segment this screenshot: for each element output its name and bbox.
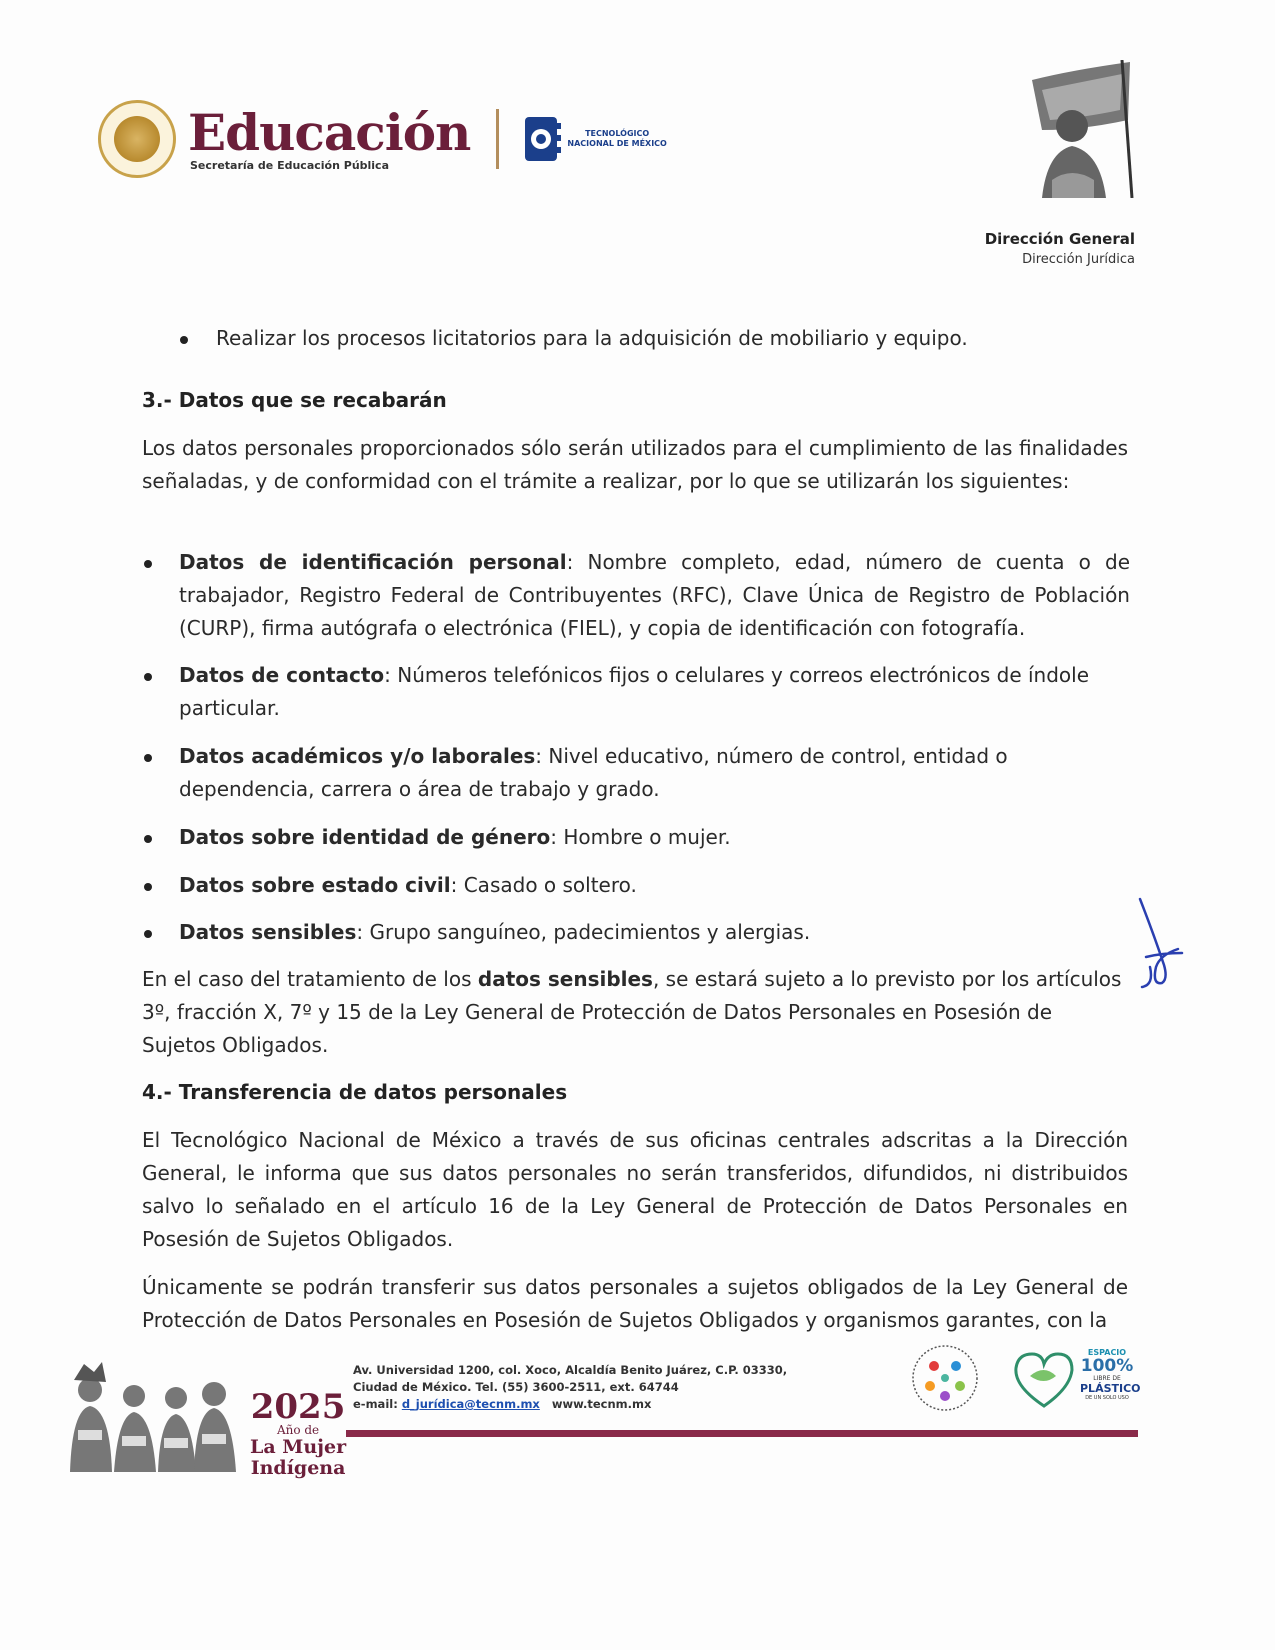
item-text: : Grupo sanguíneo, padecimientos y alergias.: [356, 920, 811, 944]
indigenous-women-illustration: [64, 1360, 242, 1472]
intro-bullet-text: Realizar los procesos licitatorios para la adquisición de mobiliario y equipo.: [216, 326, 968, 350]
item-label: Datos académicos y/o laborales: [179, 744, 536, 768]
list-item: [144, 740, 1024, 806]
badge-line4: PLÁSTICO: [1080, 1382, 1141, 1395]
bullet-icon: [144, 883, 152, 891]
badge-line3: LIBRE DE: [1093, 1375, 1121, 1382]
item-label: Datos sobre identidad de género: [179, 825, 551, 849]
email-link[interactable]: d_jurídica@tecnm.mx: [401, 1397, 540, 1411]
woman-with-flag-illustration: [1002, 60, 1138, 198]
address-line1: Av. Universidad 1200, col. Xoco, Alcaldía Benito Juárez, C.P. 03330,: [353, 1363, 788, 1377]
item-text: : Casado o soltero.: [450, 873, 637, 897]
badge-line5: DE UN SOLO USO: [1085, 1395, 1129, 1401]
sensitive-data-paragraph: [142, 963, 1130, 1062]
year-number: 2025: [250, 1387, 346, 1427]
education-title: Educación: [188, 102, 471, 162]
item-label: Datos de identificación personal: [179, 550, 567, 574]
item-text: : Nivel educativo, número de control, entidad o dependencia, carrera o área de trabajo y grado.: [179, 744, 1008, 801]
section4-heading: 4.- Transferencia de datos personales: [142, 1080, 568, 1104]
footer-bar: [346, 1430, 1138, 1437]
website-link[interactable]: www.tecnm.mx: [551, 1397, 652, 1411]
contact-line: [353, 1396, 787, 1413]
footer-address: [353, 1362, 787, 1413]
item-label: Datos sensibles: [179, 920, 357, 944]
badge-line2: 100%: [1080, 1356, 1134, 1376]
address-line2: Ciudad de México. Tel. (55) 3600-2511, ext. 64744: [353, 1380, 679, 1394]
bullet-icon: [144, 835, 152, 843]
bullet-icon: [144, 930, 152, 938]
section3-heading: 3.- Datos que se recabarán: [142, 388, 447, 412]
section4-paragraph1: El Tecnológico Nacional de México a través de sus oficinas centrales adscritas a la Dirección General, le informa que sus datos personales no serán transferidos, difundidos, ni distribuidos salvo lo señalado en el artículo 16 de la Ley General de Protección de Datos Personales en Posesión de Sujetos Obligados.: [142, 1128, 1128, 1251]
mexico-coat-of-arms-icon: [98, 100, 176, 178]
header-logos: [98, 100, 667, 178]
tecnm-line2: NACIONAL DE MÉXICO: [567, 139, 667, 148]
item-text: : Hombre o mujer.: [550, 825, 731, 849]
list-item: [144, 546, 1130, 645]
bullet-icon: [180, 336, 188, 344]
logo-divider: [496, 109, 499, 169]
section4-paragraph2: Únicamente se podrán transferir sus datos personales a sujetos obligados de la Ley General de Protección de Datos Personales en Posesión de Sujetos Obligados y organismos garantes, con la: [142, 1275, 1128, 1332]
bullet-icon: [144, 754, 152, 762]
direction-main: Dirección General: [984, 230, 1135, 248]
list-item: [180, 322, 1130, 355]
list-item: [144, 659, 1130, 725]
item-label: Datos de contacto: [179, 663, 385, 687]
sensitive-text-bold: datos sensibles: [477, 967, 653, 991]
direction-sub: Dirección Jurídica: [1022, 252, 1135, 267]
year-line2: La Mujer: [250, 1436, 347, 1458]
tecnm-line1: TECNOLÓGICO: [585, 129, 650, 138]
list-item: [144, 916, 1130, 949]
year-badge: [250, 1387, 347, 1479]
tecnm-gear-icon: [523, 113, 563, 165]
year-line1: Año de: [276, 1423, 320, 1437]
email-label: e-mail:: [353, 1397, 402, 1411]
plastic-free-badge: [1010, 1346, 1141, 1412]
item-text: : Números telefónicos fijos o celulares y correos electrónicos de índole particular.: [179, 663, 1090, 720]
direction-block: [985, 230, 1135, 267]
bullet-icon: [144, 673, 152, 681]
item-label: Datos sobre estado civil: [179, 873, 451, 897]
list-item: [144, 821, 1130, 854]
sensitive-text-pre: En el caso del tratamiento de los: [142, 967, 478, 991]
section3-paragraph: Los datos personales proporcionados sólo serán utilizados para el cumplimiento de las finalidades señaladas, y de conformidad con el trámite a realizar, por lo que se utilizarán los siguientes:: [142, 436, 1128, 493]
signature-mark: [1128, 895, 1188, 990]
sep-logo: [188, 102, 471, 172]
sensitive-text-post: , se estará sujeto a lo previsto por los artículos 3º, fracción X, 7º y 15 de la Ley General de Protección de Datos Personales en Posesión de Sujetos Obligados.: [142, 967, 1122, 1057]
labor-equality-seal-icon: [906, 1342, 984, 1414]
tecnm-logo: [523, 113, 666, 165]
list-item: [144, 869, 1130, 902]
education-subtitle: Secretaría de Educación Pública: [190, 158, 390, 172]
item-text: : Nombre completo, edad, número de cuenta o de trabajador, Registro Federal de Contribuyentes (RFC), Clave Única de Registro de Población (CURP), firma autógrafa o electrónica (FIEL), y copia de identificación con fotografía.: [179, 550, 1130, 640]
year-line3: Indígena: [250, 1457, 346, 1479]
badge-line1: ESPACIO: [1087, 1348, 1127, 1357]
bullet-icon: [144, 560, 152, 568]
